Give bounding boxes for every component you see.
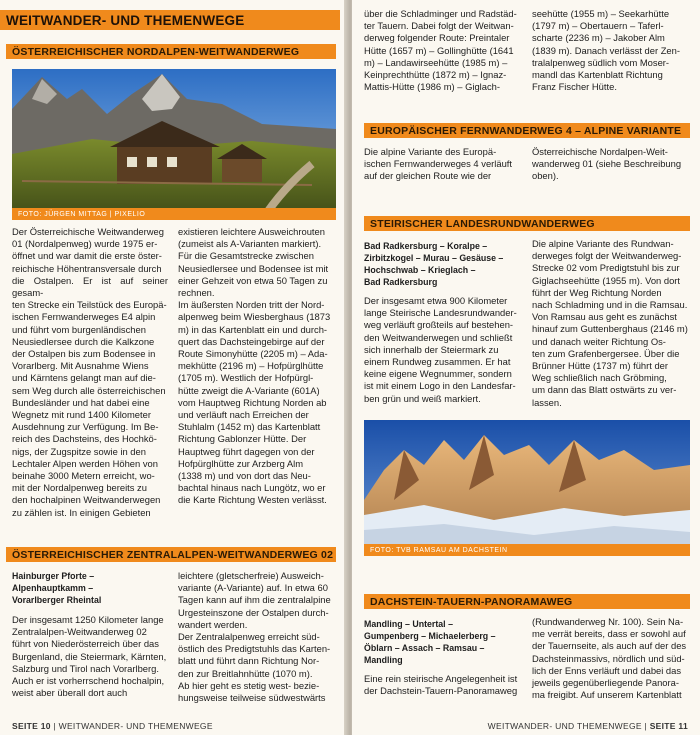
left-footer: SEITE 10 | WEITWANDER- UND THEMENWEGE bbox=[12, 721, 213, 731]
panoramaweg-text-col2: (Rundwanderweg Nr. 100). Sein Na- me verrät bereits, dass er sowohl auf der Tauernseite, als auch auf der des Dachsteinmassivs, nördlich und süd- lich der Enns verläuft und dabei das jeweils gegenüberliegende Panora- ma freigibt. Auf unserem Kartenblatt bbox=[532, 616, 687, 701]
photo-alpine-hut bbox=[12, 69, 336, 220]
page-number-right: SEITE 11 bbox=[649, 721, 688, 731]
section-title-zentralalpen: ÖSTERREICHISCHER ZENTRALALPEN-WEITWANDERWEG 02 bbox=[6, 547, 336, 562]
steirisch-text-col1: Der insgesamt etwa 900 Kilometer lange Steirische Landesrundwander- weg verläuft großteils auf bestehen- den Weitwanderwegen und schließt sich innerhalb der Steiermark zu einem Rundweg zusammen. Er hat keine eigene Wegnummer, sondern ist mit einem Logo in den Landesfar- ben grün und weiß markiert. bbox=[364, 295, 517, 404]
zentralalpen-text-col1: Der insgesamt 1250 Kilometer lange Zentralalpen-Weitwanderweg 02 führt von Niederösterreich über das Burgenland, die Steiermark, Kärnten, Salzburg und Tirol nach Vorarlberg. Auch er ist vorherrschend hochalpin, weist aber überall dort auch bbox=[12, 614, 167, 699]
nordalpen-text-col2: existieren leichtere Ausweichrouten (zumeist als A-Varianten markiert). Für die Gesamtstrecke zwischen Neusiedlersee und Bodensee ist mit einer Gehzeit von etwa 50 Tagen zu rechnen. Im äußersten Norden tritt der Nord- alpenweg beim Wiesberghaus (1873 m) in das Kartenblatt ein und durch- quert das Dachsteingebirge auf der Route Simonyhütte (2205 m) – Ada- mekhütte (2196 m) – Hofpürglhütte (1705 m). Westlich der Hofpürgl- hütte zweigt die A-Variante (601A) vom Hauptweg Richtung Norden ab und verläuft nach Erreichen der Stuhlalm (1452 m) das Kartenblatt Richtung Gablonzer Hütte. Der Hauptweg führt dagegen von der Hofpürglhütte zur Arzberg Alm (1338 m) und von dort das Neu- bachtal hinaus nach Lungötz, wo er die Karte Richtung Westen verlässt. bbox=[178, 226, 331, 506]
e4-text-col2: Österreichische Nordalpen-Weit- wanderweg 01 (siehe Beschreibung oben). bbox=[532, 146, 682, 182]
zentralalpen-text-col2: leichtere (gletscherfreie) Ausweich- variante (A-Variante) auf. In etwa 60 Tagen kann auf ihm die zentralalpine Urgesteinszone der Ostalpen durch- wandert werden. Der Zentralalpenweg erreicht süd- östlich des Predigtstuhls das Karten- blatt und führt dann Richtung Nor- den zur Breitlahnhütte (1070 m). Ab hier geht es stetig west- bezie- hungsweise teilweise südwestwärts bbox=[178, 570, 331, 704]
e4-text-col1: Die alpine Variante des Europä- ischen Fernwanderweges 4 verläuft auf der gleichen Route wie der bbox=[364, 146, 512, 182]
section-title-panoramaweg: DACHSTEIN-TAUERN-PANORAMAWEG bbox=[364, 594, 690, 609]
steirisch-text-col2: Die alpine Variante des Rundwan- derweges folgt der Weitwanderweg- Strecke 02 vom Predigtstuhl bis zur Giglachseehütte (1955 m). Von dort führt der Weg Richtung Norden nach Schladming und in die Ramsau. Von Ramsau aus geht es zunächst hinauf zum Guttenberghaus (2146 m) und danach weiter Richtung Os- ten zum Grafenbergersee. Über die Brünner Hütte (1737 m) führt der Weg schließlich nach Gröbming, um dann das Blatt ostwärts zu ver- lassen. bbox=[532, 238, 688, 408]
zentralalpen-route: Hainburger Pforte – Alpenhauptkamm – Vorarlberger Rheintal bbox=[12, 571, 102, 605]
main-title: WEITWANDER- UND THEMENWEGE bbox=[0, 10, 340, 30]
dachstein-illustration bbox=[364, 420, 690, 556]
page-number-left: SEITE 10 bbox=[12, 721, 51, 731]
right-footer: WEITWANDER- UND THEMENWEGE | SEITE 11 bbox=[487, 721, 688, 731]
photo-dachstein bbox=[364, 420, 690, 556]
panoramaweg-text-col1: Eine rein steirische Angelegenheit ist der Dachstein-Tauern-Panoramaweg bbox=[364, 673, 518, 697]
section-title-steirisch: STEIRISCHER LANDESRUNDWANDERWEG bbox=[364, 216, 690, 231]
section-title-nordalpen: ÖSTERREICHISCHER NORDALPEN-WEITWANDERWEG bbox=[6, 44, 336, 59]
panoramaweg-route: Mandling – Untertal – Gumpenberg – Michaelerberg – Öblarn – Assach – Ramsau – Mandling bbox=[364, 619, 496, 665]
photo-credit-dachstein: FOTO: TVB RAMSAU AM DACHSTEIN bbox=[364, 544, 690, 556]
section-title-e4: EUROPÄISCHER FERNWANDERWEG 4 – ALPINE VARIANTE bbox=[364, 123, 690, 138]
zentralalpen-cont-col1: über die Schladminger und Radstäd- ter Tauern. Dabei folgt der Weitwan- derweg folgender Route: Preintaler Hütte (1657 m) – Gollinghütte (1641 m) – Landawirseehütte (1985 m) – Keinprechthütte (1872 m) – Ignaz- Mattis-Hütte (1986 m) – Giglach- bbox=[364, 8, 517, 93]
left-page bbox=[0, 0, 348, 735]
steirisch-route: Bad Radkersburg – Koralpe – Zirbitzkogel – Murau – Gesäuse – Hochschwab – Krieglach – Bad Radkersburg bbox=[364, 241, 504, 287]
footer-section-left: WEITWANDER- UND THEMENWEGE bbox=[58, 721, 213, 731]
alpine-hut-illustration bbox=[12, 69, 336, 220]
nordalpen-text-col1: Der Österreichische Weitwanderweg 01 (Nordalpenweg) wurde 1975 er- öffnet und war damit die erste öster- reichische Höhentransversale durch die Ostalpen. Er ist auf seiner gesam- ten Strecke ein Teilstück des Europä- ischen Fernwanderweges E4 alpin und führt vom burgenländischen Neusiedlersee durch die Kalkzone der Ostalpen bis zum Bodensee in Vorarlberg. Mit Ausnahme Wiens und Kärntens gelangt man auf die- sem Weg durch alle österreichischen Bundesländer und hat dabei eine Wegnetz mit rund 1400 Kilometer Ausdehnung zur Verfügung. Im Be- reich des Dachsteins, des Hochkö- nigs, der Zugspitze sowie in den Lechtaler Alpen werden Höhen von beinahe 3000 Metern erreicht, wo- mit der Nordalpenweg bereits zu den hochalpinen Weitwanderwegen zu zählen ist. In einigen Gebieten bbox=[12, 226, 168, 518]
right-page bbox=[352, 0, 700, 735]
zentralalpen-cont-col2: seehütte (1955 m) – Seekarhütte (1797 m) – Obertauern – Taferl- scharte (2236 m) – Jakober Alm (1839 m). Danach verlässt der Zen- tralalpenweg südlich vom Moser- mandl das Kartenblatt Richtung Franz Fischer Hütte. bbox=[532, 8, 680, 93]
photo-credit: FOTO: JÜRGEN MITTAG | PIXELIO bbox=[12, 208, 336, 220]
footer-section-right: WEITWANDER- UND THEMENWEGE bbox=[487, 721, 642, 731]
